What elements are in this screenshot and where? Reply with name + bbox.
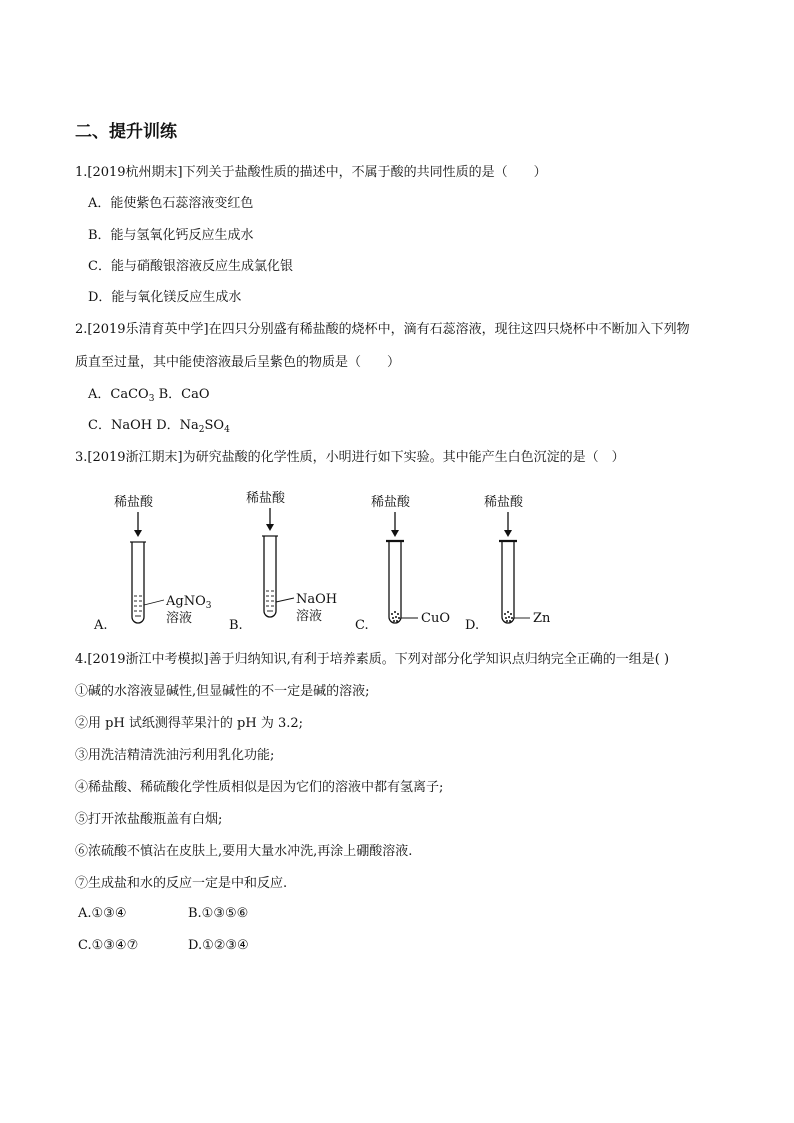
tube-d-substance: Zn: [533, 611, 551, 626]
question-3-stem: 3.[2019浙江期末]为研究盐酸的化学性质，小明进行如下实验。其中能产生白色沉淀的是（ ）: [75, 450, 625, 465]
q1-option-c: C．能与硝酸银溶液反应生成氯化银: [88, 259, 293, 274]
question-1-stem: 1.[2019杭州期末]下列关于盐酸性质的描述中，不属于酸的共同性质的是（ ）: [75, 165, 547, 180]
q4-item-7: ⑦生成盐和水的反应一定是中和反应.: [75, 876, 288, 891]
q2-options-row2: [88, 418, 230, 438]
tube-c: [386, 512, 418, 623]
tube-b-substance: NaOH: [296, 592, 338, 607]
q4-option-d: D.①②③④: [188, 938, 249, 953]
q4-item-5: ⑤打开浓盐酸瓶盖有白烟;: [75, 812, 223, 827]
q4-item-3: ③用洗洁精清洗油污利用乳化功能;: [75, 748, 275, 763]
tube-b-letter: B.: [229, 618, 243, 633]
tube-d: [499, 512, 530, 623]
q4-item-1: ①碱的水溶液显碱性,但显碱性的不一定是碱的溶液;: [75, 684, 370, 699]
tube-c-substance: CuO: [421, 611, 450, 626]
tube-a-substance: AgNO$_3$: [166, 594, 212, 611]
tube-a-reagent-label: 稀盐酸: [114, 495, 154, 510]
tube-c-letter: C.: [355, 618, 369, 633]
q4-option-a: A.①③④: [78, 906, 127, 921]
tube-a: [130, 512, 164, 623]
q2-options-row1: [88, 387, 210, 407]
tube-a-substance-line2: 溶液: [166, 611, 193, 626]
section-title: 二、提升训练: [75, 122, 177, 142]
q4-item-4: ④稀盐酸、稀硫酸化学性质相似是因为它们的溶液中都有氢离子;: [75, 780, 444, 795]
tube-a-letter: A.: [94, 618, 108, 633]
tube-c-reagent-label: 稀盐酸: [371, 495, 411, 510]
q1-option-b: B．能与氢氧化钙反应生成水: [88, 228, 254, 243]
tube-b-reagent-label: 稀盐酸: [246, 491, 286, 506]
q2-option-b: B．CaO: [158, 387, 210, 402]
q2-option-c: C．NaOH: [88, 418, 153, 433]
q2-option-d: D．$Na_2SO_4$: [156, 418, 230, 435]
question-2-stem-line2: 质直至过量，其中能使溶液最后呈紫色的物质是（ ）: [75, 355, 401, 370]
tube-d-reagent-label: 稀盐酸: [484, 495, 524, 510]
q4-item-6: ⑥浓硫酸不慎沾在皮肤上,要用大量水冲洗,再涂上硼酸溶液.: [75, 844, 413, 859]
question-2-stem-line1: 2.[2019乐清育英中学]在四只分别盛有稀盐酸的烧杯中，滴有石蕊溶液，现往这四只烧杯中不断加入下列物: [75, 322, 690, 337]
q4-item-2: ②用 pH 试纸测得苹果汁的 pH 为 3.2;: [75, 716, 304, 731]
question-4-stem: 4.[2019浙江中考模拟]善于归纳知识,有利于培养素质。下列对部分化学知识点归纳完全正确的一组是( ): [75, 652, 670, 667]
q1-option-a: A．能使紫色石蕊溶液变红色: [88, 196, 254, 211]
q4-option-b: B.①③⑤⑥: [188, 906, 249, 921]
tube-b: [262, 508, 294, 617]
q1-option-d: D．能与氧化镁反应生成水: [88, 290, 242, 305]
q4-option-c: C.①③④⑦: [78, 938, 139, 953]
q2-option-a: A．CaCO$_3$: [88, 387, 155, 404]
tube-d-letter: D.: [465, 618, 480, 633]
tube-b-substance-line2: 溶液: [296, 609, 323, 624]
